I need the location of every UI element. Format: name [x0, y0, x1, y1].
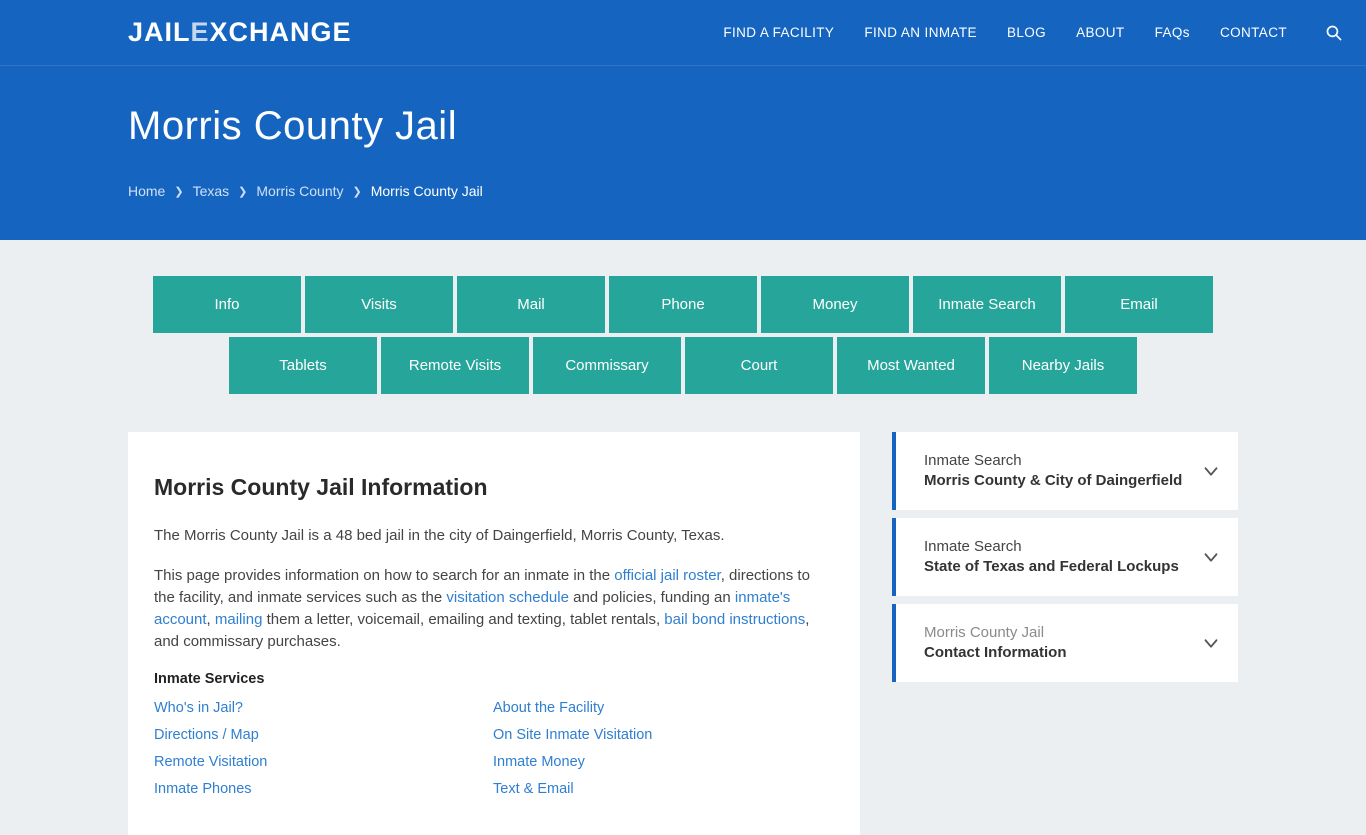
tab-row-secondary	[0, 337, 1366, 394]
tab-nearby-jails[interactable]: Nearby Jails	[989, 337, 1137, 394]
nav-item-about[interactable]: ABOUT	[1076, 25, 1125, 40]
nav-item-find-an-inmate[interactable]: FIND AN INMATE	[864, 25, 977, 40]
description-paragraph	[154, 565, 832, 653]
list-item	[493, 699, 832, 717]
desc-text-3: and policies, funding an	[568, 589, 735, 606]
site-logo[interactable]	[128, 17, 352, 48]
main-nav	[723, 24, 1342, 41]
facility-info-card	[128, 432, 860, 835]
link-mailing[interactable]: mailing	[214, 611, 263, 628]
service-link-text-email[interactable]: Text & Email	[493, 781, 574, 797]
accordion-text	[924, 537, 1198, 577]
accordion-title: Morris County Jail	[924, 624, 1045, 641]
chevron-down-icon[interactable]	[1198, 630, 1224, 656]
accordion-inmate-search-county[interactable]	[892, 432, 1238, 510]
breadcrumb-item-current: Morris County Jail	[370, 183, 483, 199]
top-navigation-bar	[0, 0, 1366, 65]
accordion-inmate-search-state[interactable]	[892, 518, 1238, 596]
list-item	[154, 753, 493, 771]
accordion-subtitle: State of Texas and Federal Lockups	[924, 558, 1179, 575]
sidebar	[892, 432, 1238, 835]
accordion-text	[924, 451, 1198, 491]
accordion-title: Inmate Search	[924, 452, 1022, 469]
list-item	[154, 699, 493, 717]
breadcrumb-item-morris-county[interactable]: Morris County	[256, 183, 344, 199]
chevron-right-icon: ❯	[238, 185, 248, 198]
tab-court[interactable]: Court	[685, 337, 833, 394]
inmate-services-heading: Inmate Services	[154, 671, 265, 687]
list-item	[154, 726, 493, 744]
desc-text-2: , directions to the facility, and inmate services such as the	[154, 567, 810, 606]
tab-money[interactable]: Money	[761, 276, 909, 333]
list-item	[493, 753, 832, 771]
card-heading: Morris County Jail Information	[154, 474, 488, 500]
accordion-subtitle: Contact Information	[924, 644, 1067, 661]
link-inmate-account[interactable]: inmate's account	[154, 589, 791, 628]
chevron-right-icon: ❯	[174, 185, 184, 198]
link-bail-bond-instructions[interactable]: bail bond instructions	[664, 611, 806, 628]
list-item	[493, 780, 832, 798]
logo-text-secondary: XCHANGE	[209, 17, 352, 47]
breadcrumb-item-texas[interactable]: Texas	[192, 183, 230, 199]
service-link-inmate-money[interactable]: Inmate Money	[493, 754, 585, 770]
accordion-title: Inmate Search	[924, 538, 1022, 555]
content-area	[0, 398, 1366, 835]
nav-item-blog[interactable]: BLOG	[1006, 25, 1047, 40]
chevron-right-icon: ❯	[352, 185, 362, 198]
tab-row-primary	[0, 276, 1366, 333]
tab-info[interactable]: Info	[153, 276, 301, 333]
accordion-subtitle: Morris County & City of Daingerfield	[924, 472, 1183, 489]
service-link-on-site-inmate-visitation[interactable]: On Site Inmate Visitation	[493, 727, 653, 743]
inmate-services-links	[154, 699, 832, 807]
services-column-right	[493, 699, 832, 807]
nav-item-find-a-facility[interactable]: FIND A FACILITY	[723, 25, 835, 40]
desc-text-1: This page provides information on how to search for an inmate in the	[154, 567, 615, 584]
tab-mail[interactable]: Mail	[457, 276, 605, 333]
hero-section	[0, 65, 1366, 240]
logo-text-x: E	[190, 17, 210, 47]
tab-phone[interactable]: Phone	[609, 276, 757, 333]
link-official-jail-roster[interactable]: official jail roster	[614, 567, 721, 584]
tab-tablets[interactable]: Tablets	[229, 337, 377, 394]
tab-commissary[interactable]: Commissary	[533, 337, 681, 394]
logo-text-primary: JAIL	[128, 17, 191, 47]
breadcrumb-item-home[interactable]: Home	[128, 183, 166, 199]
page-title: Morris County Jail	[128, 104, 458, 148]
service-link-about-the-facility[interactable]: About the Facility	[493, 700, 605, 716]
tab-email[interactable]: Email	[1065, 276, 1213, 333]
desc-text-5: them a letter, voicemail, emailing and texting, tablet rentals,	[262, 611, 665, 628]
service-link-whos-in-jail[interactable]: Who's in Jail?	[154, 700, 243, 716]
chevron-down-icon[interactable]	[1198, 458, 1224, 484]
list-item	[493, 726, 832, 744]
service-link-directions-map[interactable]: Directions / Map	[154, 727, 259, 743]
desc-text-4: ,	[206, 611, 215, 628]
nav-item-faqs[interactable]: FAQs	[1154, 25, 1190, 40]
facility-tab-group	[0, 240, 1366, 394]
tab-remote-visits[interactable]: Remote Visits	[381, 337, 529, 394]
breadcrumb	[128, 183, 1366, 199]
link-visitation-schedule[interactable]: visitation schedule	[446, 589, 569, 606]
service-link-remote-visitation[interactable]: Remote Visitation	[154, 754, 268, 770]
search-icon[interactable]	[1325, 24, 1342, 41]
accordion-contact-information[interactable]	[892, 604, 1238, 682]
service-link-inmate-phones[interactable]: Inmate Phones	[154, 781, 252, 797]
chevron-down-icon[interactable]	[1198, 544, 1224, 570]
list-item	[154, 780, 493, 798]
services-column-left	[154, 699, 493, 807]
tab-visits[interactable]: Visits	[305, 276, 453, 333]
intro-paragraph: The Morris County Jail is a 48 bed jail in the city of Daingerfield, Morris County, Texas.	[154, 527, 725, 544]
desc-text-6: , and commissary purchases.	[154, 611, 810, 650]
accordion-text	[924, 623, 1198, 663]
nav-item-contact[interactable]: CONTACT	[1219, 25, 1287, 40]
tab-most-wanted[interactable]: Most Wanted	[837, 337, 985, 394]
tab-inmate-search[interactable]: Inmate Search	[913, 276, 1061, 333]
